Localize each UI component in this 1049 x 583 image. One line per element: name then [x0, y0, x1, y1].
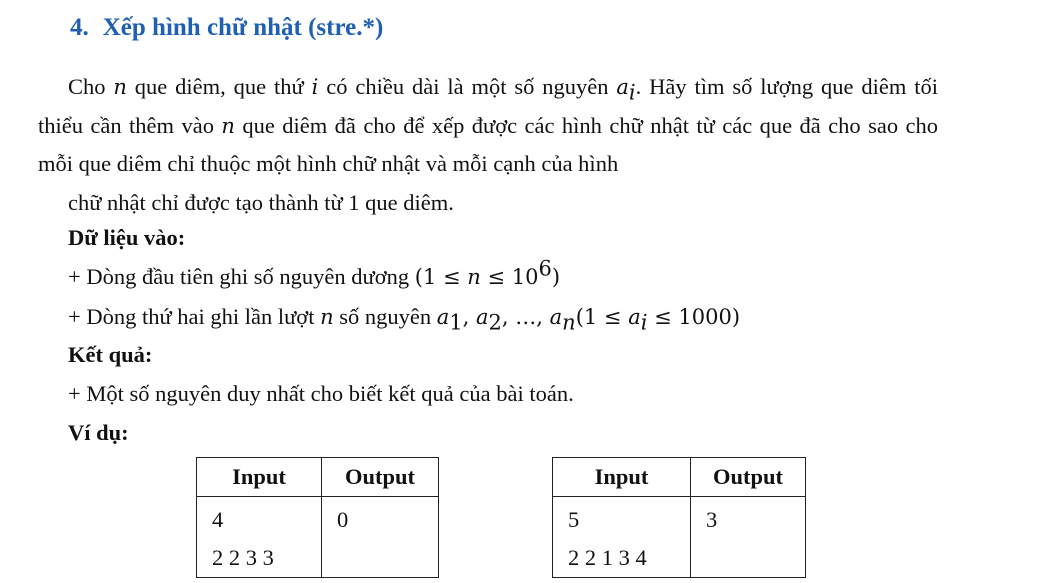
math-i: i	[311, 75, 319, 99]
math-range-left: (1 ≤	[414, 265, 468, 289]
math-range-right: ≤ 10	[480, 265, 539, 289]
math-close: )	[551, 265, 561, 289]
example-heading: Ví dụ:	[68, 420, 129, 445]
math-range-close: ≤ 1000)	[647, 305, 741, 329]
input-header: Input	[197, 458, 322, 497]
example-table-2	[552, 457, 806, 578]
statement-text: . Hãy tìm số lượng que diêm tối thiểu cần thêm vào	[38, 74, 938, 138]
math-separator: ,	[536, 305, 550, 329]
statement-text: có chiều dài là một số nguyên	[318, 74, 617, 99]
math-a: a	[549, 305, 563, 329]
math-a: a	[436, 305, 450, 329]
math-subscript: i	[640, 310, 648, 335]
math-separator: ,	[501, 305, 516, 329]
input-line-1	[68, 256, 561, 290]
math-n: n	[221, 113, 235, 138]
statement-text: que diêm đã cho để xếp được các hình chữ nhật từ các que đã cho sao cho mỗi que diêm chỉ thuộc một hình chữ nhật và mỗi cạnh của hình	[38, 112, 938, 177]
statement-text: que diêm, que thứ	[126, 74, 312, 99]
input-value-line: 4	[212, 507, 224, 532]
output-value: 0	[337, 507, 349, 532]
input-heading: Dữ liệu vào:	[68, 225, 186, 250]
math-a-subscript: i	[628, 80, 636, 105]
input-value-line: 2 2 1 3 4	[568, 545, 647, 570]
input-value-line: 2 2 3 3	[212, 545, 274, 570]
output-heading: Kết quả:	[68, 342, 153, 367]
math-separator: ,	[462, 305, 477, 329]
input-line-2-text: + Dòng thứ hai ghi lần lượt	[68, 304, 321, 329]
section-title-text: Xếp hình chữ nhật (stre.*)	[102, 14, 384, 41]
problem-statement	[38, 68, 938, 223]
input-value-line: 5	[568, 507, 580, 532]
input-line-2	[68, 304, 741, 335]
math-subscript: 1	[449, 310, 463, 335]
math-subscript: n	[562, 310, 576, 335]
section-title	[70, 14, 383, 42]
math-a: a	[476, 305, 489, 329]
math-range-open: (1 ≤	[575, 305, 629, 329]
output-value: 3	[706, 507, 718, 532]
math-subscript: 2	[488, 310, 502, 335]
input-line-2-text: số nguyên	[333, 304, 437, 329]
output-line: + Một số nguyên duy nhất cho biết kết quả của bài toán.	[68, 381, 574, 406]
output-header: Output	[322, 458, 439, 497]
input-header: Input	[553, 458, 691, 497]
output-header: Output	[691, 458, 806, 497]
input-line-1-text: + Dòng đầu tiên ghi số nguyên dương	[68, 264, 415, 289]
math-a: a	[616, 75, 629, 99]
math-n: n	[113, 75, 127, 99]
input-cell	[553, 497, 691, 578]
math-exponent: 6	[538, 256, 552, 281]
statement-text: Cho	[68, 74, 114, 99]
output-cell	[322, 497, 439, 578]
math-n: n	[467, 265, 481, 289]
math-n: n	[320, 305, 334, 329]
example-table-1	[196, 457, 439, 578]
section-number: 4.	[70, 14, 89, 41]
output-cell	[691, 497, 806, 578]
statement-last-line: chữ nhật chỉ được tạo thành từ 1 que diêm.	[68, 190, 454, 216]
math-ellipsis: …	[515, 305, 537, 329]
math-a: a	[628, 305, 641, 329]
input-cell	[197, 497, 322, 578]
